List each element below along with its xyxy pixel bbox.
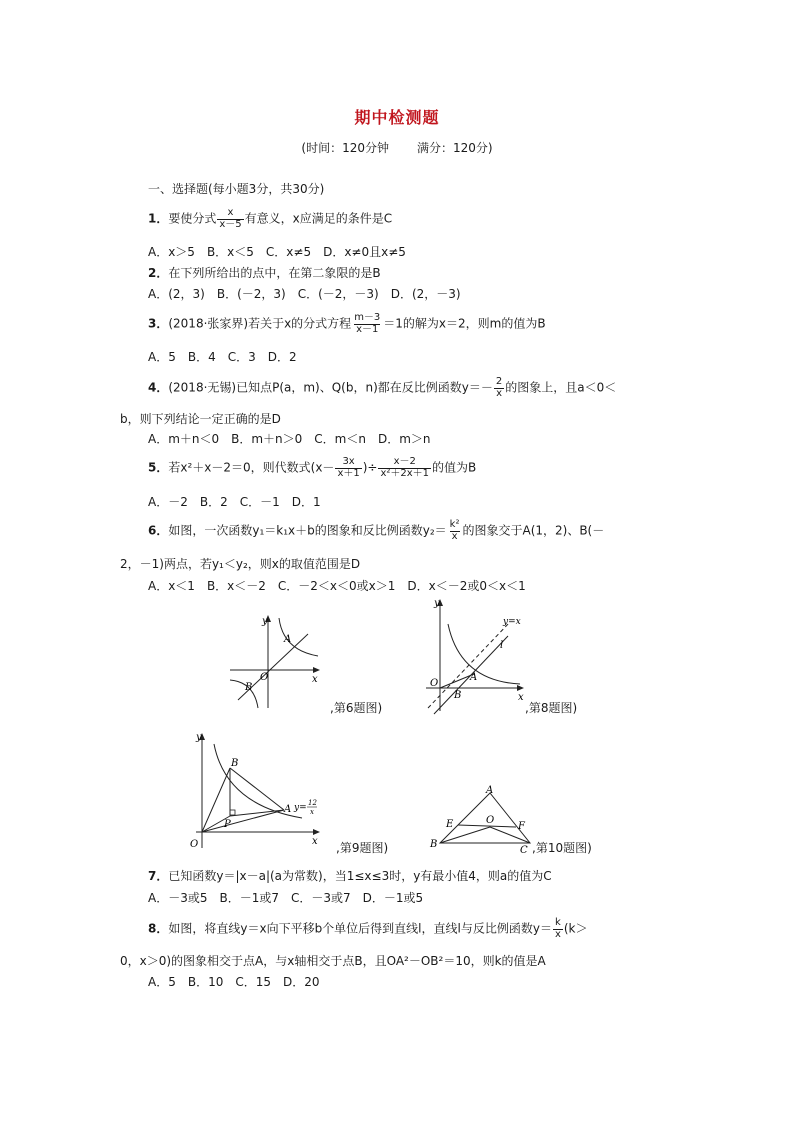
- question-text: (k＞: [563, 921, 588, 936]
- question-5-options: A．－2 B．2 C．－1 D．1: [148, 495, 321, 509]
- line-label: y=x: [503, 617, 521, 627]
- question-text: ＝1的解为x＝2，则m的值为B: [383, 316, 546, 331]
- section-heading: 一、选择题(每小题3分，共30分): [148, 182, 325, 196]
- curve-label-numerator: 12: [308, 799, 317, 807]
- question-6-options: A．x＜1 B．x＜－2 C．－2＜x＜0或x＞1 D．x＜－2或0＜x＜1: [148, 579, 526, 593]
- question-1: [148, 208, 392, 230]
- question-number: 4．: [148, 380, 169, 395]
- arrow-icon: [517, 685, 524, 691]
- fraction: [494, 377, 504, 399]
- figure-10: [426, 783, 538, 853]
- arrow-icon: [313, 667, 320, 673]
- question-text: 的图象上，且a＜0＜: [505, 380, 617, 395]
- axis-label: y: [196, 732, 202, 743]
- question-text: (2018·张家界)若关于x的分式方程: [168, 316, 352, 331]
- question-text: 有意义，x应满足的条件是C: [244, 211, 393, 226]
- question-text: 如图，一次函数y₁＝k₁x＋b的图象和反比例函数y₂＝: [168, 523, 447, 538]
- question-number: 7．: [148, 869, 169, 883]
- question-text: 要使分式: [168, 211, 217, 226]
- point-label: A: [284, 804, 292, 815]
- denominator: x－1: [356, 323, 379, 335]
- curve-label: y=: [294, 803, 307, 813]
- question-text: 若x²＋x－2＝0，则代数式(x－: [168, 460, 335, 475]
- point-label: O: [486, 815, 495, 826]
- segment-oa: [440, 674, 474, 688]
- score-info: 满分：120分): [417, 141, 493, 155]
- question-7-options: A．－3或5 B．－1或7 C．－3或7 D．－1或5: [148, 891, 424, 905]
- question-4-options: A．m＋n＜0 B．m＋n＞0 C．m＜n D．m＞n: [148, 432, 431, 446]
- point-label: P: [224, 819, 231, 830]
- question-text: 的图象交于A(1，2)、B(－: [462, 523, 605, 538]
- right-angle-marker: [230, 810, 235, 815]
- numerator: k²: [449, 519, 460, 530]
- figure-8: [420, 596, 530, 716]
- point-label: B: [231, 758, 239, 769]
- question-text: 如图，将直线y＝x向下平移b个单位后得到直线l，直线l与反比例函数y＝: [168, 921, 552, 936]
- question-text: 的值为B: [432, 460, 477, 475]
- question-number: 2．: [148, 266, 169, 280]
- segment-oa: [202, 810, 284, 832]
- segment-pa: [230, 810, 284, 816]
- question-5: [148, 457, 476, 479]
- denominator: x－5: [219, 218, 242, 230]
- point-label: A: [284, 634, 292, 645]
- fraction: [217, 208, 243, 230]
- denominator: x: [554, 928, 561, 940]
- line-label: l: [500, 640, 504, 651]
- numerator: m－3: [354, 312, 381, 323]
- triangle-abc: [440, 793, 530, 843]
- numerator: x: [227, 207, 234, 218]
- denominator: x: [496, 387, 502, 399]
- axis-label: x: [312, 674, 318, 685]
- point-label: F: [518, 821, 525, 832]
- question-3-options: A．5 B．4 C．3 D．2: [148, 350, 297, 364]
- question-number: 6．: [148, 523, 169, 538]
- point-label: B: [245, 682, 253, 693]
- figure-caption: ,第10题图): [532, 841, 592, 855]
- figure-caption: ,第6题图): [330, 701, 383, 715]
- question-text: )÷: [362, 460, 378, 475]
- time-info: (时间：120分钟: [301, 141, 389, 155]
- numerator: k: [555, 917, 561, 928]
- question-2: [148, 267, 381, 279]
- point-label: B: [454, 690, 462, 701]
- question-number: 5．: [148, 460, 169, 475]
- question-8-options: A．5 B．10 C．15 D．20: [148, 975, 320, 989]
- denominator: x: [451, 530, 458, 542]
- denominator: x＋1: [337, 467, 360, 479]
- question-number: 8．: [148, 921, 169, 936]
- point-label: A: [486, 785, 494, 796]
- origin-label: O: [260, 672, 269, 683]
- axis-label: x: [518, 692, 524, 703]
- fraction: [378, 457, 431, 479]
- fraction: [553, 918, 563, 940]
- axis-label: x: [312, 836, 318, 847]
- denominator: x²＋2x＋1: [380, 467, 430, 479]
- figure-6: [226, 612, 336, 712]
- arrow-icon: [313, 829, 320, 835]
- fraction: [448, 520, 462, 542]
- question-6-line2: 2，－1)两点，若y₁＜y₂，则x的取值范围是D: [120, 557, 361, 571]
- question-6: [148, 520, 604, 542]
- figure-9: [186, 730, 336, 855]
- point-label: B: [430, 839, 438, 850]
- numerator: 2: [495, 376, 503, 387]
- figure-caption: ,第8题图): [525, 701, 578, 715]
- point-label: A: [470, 672, 478, 683]
- point-label: C: [520, 845, 528, 853]
- point-label: E: [446, 819, 454, 830]
- question-8: [148, 918, 588, 940]
- exam-info: [0, 142, 794, 154]
- fraction: [335, 457, 361, 479]
- question-2-options: A．(2，3) B．(－2，3) C．(－2，－3) D．(2，－3): [148, 287, 461, 301]
- question-text: (2018·无锡)已知点P(a，m)、Q(b，n)都在反比例函数y＝－: [168, 380, 493, 395]
- page-title: 期中检测题: [354, 108, 440, 127]
- question-text: 已知函数y＝|x－a|(a为常数)，当1≤x≤3时，y有最小值4，则a的值为C: [168, 869, 552, 883]
- origin-label: O: [190, 839, 199, 850]
- numerator: 3x: [342, 456, 355, 467]
- question-3: [148, 313, 546, 335]
- fraction: [352, 313, 382, 335]
- question-4: [148, 377, 616, 399]
- numerator: x－2: [393, 456, 416, 467]
- question-4-line2: b，则下列结论一定正确的是D: [120, 412, 281, 426]
- question-text: 在下列所给出的点中，在第二象限的是B: [168, 266, 381, 280]
- axis-label: y: [262, 616, 268, 627]
- axis-label: y: [434, 598, 440, 609]
- origin-label: O: [430, 678, 439, 689]
- question-number: 3．: [148, 316, 169, 331]
- curve-label-denominator: x: [310, 808, 314, 816]
- question-8-line2: 0，x＞0)的图象相交于点A，与x轴相交于点B，且OA²－OB²＝10，则k的值是A: [120, 954, 546, 968]
- figure-caption: ,第9题图): [336, 841, 389, 855]
- question-7: [148, 870, 552, 882]
- question-number: 1．: [148, 211, 169, 226]
- question-1-options: A．x＞5 B．x＜5 C．x≠5 D．x≠0且x≠5: [148, 245, 406, 259]
